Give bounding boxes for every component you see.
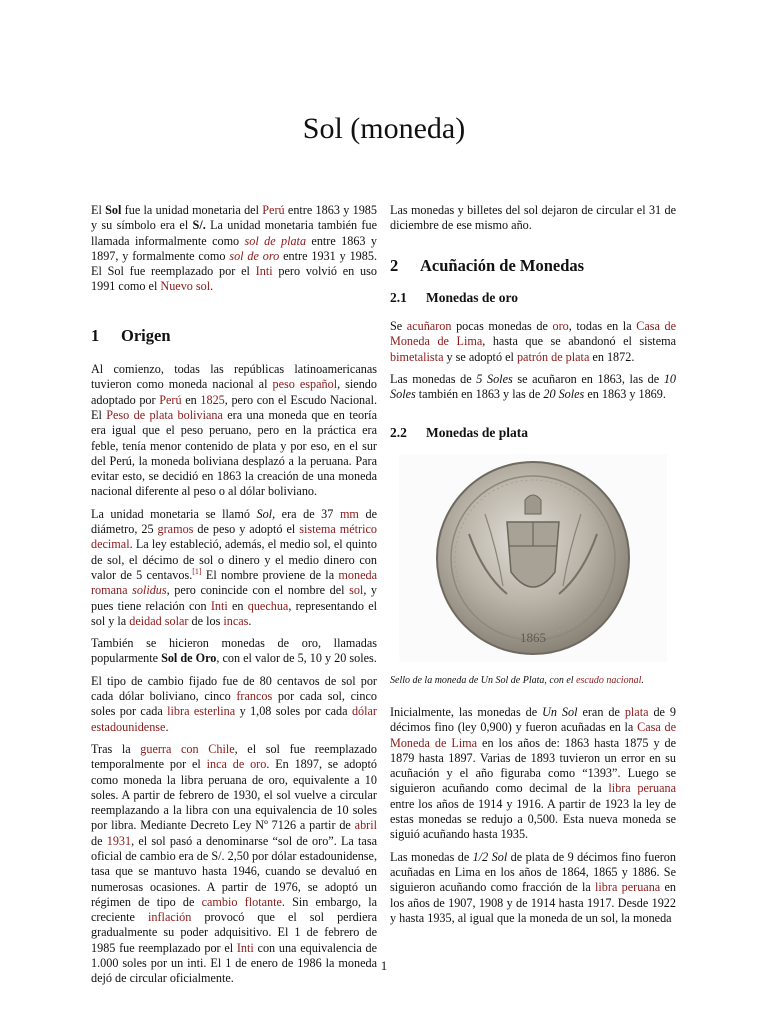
- link[interactable]: libra esterlina: [167, 704, 236, 719]
- link-nuevo-sol[interactable]: Nuevo sol: [160, 279, 211, 294]
- text: .: [248, 613, 252, 628]
- subsection-heading-plata: [390, 425, 676, 440]
- paragraph: [390, 705, 676, 843]
- intro-paragraph: [91, 203, 377, 295]
- link[interactable]: acuñaron: [406, 319, 452, 334]
- text: en 1872.: [589, 349, 635, 364]
- link-sol-de-oro[interactable]: sol de oro: [229, 248, 280, 263]
- text: fue la unidad monetaria del: [121, 203, 263, 217]
- section-number: 2.1: [390, 289, 407, 305]
- italic-term: 20 Soles: [543, 387, 585, 402]
- link[interactable]: escudo nacional: [576, 674, 642, 686]
- paragraph: [91, 362, 377, 500]
- text: . Sin embargo, la creciente: [91, 894, 377, 925]
- link[interactable]: abril: [354, 818, 377, 833]
- text: de peso y adoptó el: [193, 522, 300, 537]
- link[interactable]: sol: [349, 583, 364, 598]
- text: en los años de 1907, 1908 y de 1914 hasta 1917. Desde 1922 y hasta 1935, al igual que la moneda de un sol, la moneda: [390, 880, 676, 925]
- link-peru[interactable]: Perú: [262, 203, 285, 217]
- link-sol-de-plata[interactable]: sol de plata: [244, 233, 307, 248]
- italic-term: 10 Soles: [390, 372, 676, 402]
- text: se acuñaron en 1863, las de: [512, 372, 664, 387]
- bold-term: Sol: [105, 203, 122, 217]
- right-column: [390, 203, 676, 933]
- subsection-heading-oro: [390, 290, 676, 305]
- paragraph: [91, 636, 377, 667]
- text: de 9 décimos fino (ley 0,900) y fueron acuñadas en la: [390, 704, 676, 735]
- left-column: [91, 203, 377, 994]
- text: y 1,08 soles por cada: [235, 704, 352, 719]
- text: . La ley estableció, además, el medio sol, el quinto de sol, el décimo de sol o dinero y el medio dinero con valor de 5 centavos.: [91, 537, 377, 582]
- text: Las monedas de: [390, 849, 473, 864]
- section-heading-acunacion: [390, 255, 676, 275]
- link[interactable]: cambio flotante: [201, 894, 282, 909]
- text: .: [210, 279, 214, 294]
- text: de plata de 9 décimos fino fueron acuñadas en Lima en los años de 1864, 1865 y 1886. Se siguieron acuñando como fracción de la: [390, 849, 676, 895]
- italic-term: 5 Soles: [476, 372, 513, 387]
- section-title: Acuñación de Monedas: [420, 255, 585, 275]
- italic-term: 1/2 Sol: [472, 849, 508, 864]
- text: , el sol pasó a denominarse “sol de oro”. La tasa oficial de cambio era de S/. 2,50 por dólar estadounidense, tasa que se mantuvo hasta 1946, cuando se devaluó en numerosas ocasiones. A partir de 1976, se adoptó un régimen de tipo de: [91, 833, 377, 909]
- text: El tipo de cambio fijado fue de 80 centavos de sol por cada dólar boliviano, cinco: [91, 673, 377, 704]
- text: , y pues tiene relación con: [91, 583, 378, 613]
- text: provocó que el sol perdiera gradualmente su poder adquisitivo. El 1 de febrero de 1985 fue reemplazado por el: [91, 910, 377, 955]
- link[interactable]: deidad solar: [129, 613, 189, 628]
- text: Tras la: [91, 741, 141, 756]
- link[interactable]: libra peruana: [595, 880, 661, 895]
- text: entre 1931 y 1985. El Sol fue reemplazado por el: [91, 248, 377, 279]
- text: La unidad monetaria también fue llamada informalmente como: [91, 218, 377, 248]
- text: en: [181, 392, 201, 407]
- link[interactable]: quechua: [247, 598, 289, 613]
- text: , el sol fue reemplazado temporalmente por el: [91, 741, 377, 772]
- link[interactable]: peso español: [272, 377, 338, 392]
- text: eran de: [577, 704, 625, 719]
- text: , pero conincide con el nombre del: [166, 583, 350, 598]
- text: , hasta que se abandonó el sistema: [482, 334, 676, 349]
- text: también en 1863 y las de: [415, 387, 544, 402]
- text: También se hicieron monedas de oro, llamadas popularmente: [91, 636, 377, 666]
- paragraph: [91, 507, 377, 629]
- text: , con el valor de 5, 10 y 20 soles.: [216, 651, 377, 666]
- link[interactable]: gramos: [157, 522, 194, 537]
- text: Sello de la moneda de Un Sol de Plata, con el: [390, 674, 577, 686]
- section-title: Monedas de oro: [426, 289, 519, 305]
- paragraph: [390, 319, 676, 365]
- link[interactable]: Inti: [210, 598, 228, 613]
- section-title: Origen: [121, 325, 171, 345]
- link[interactable]: guerra con Chile: [140, 741, 235, 756]
- link[interactable]: sistema métrico decimal: [91, 522, 377, 552]
- text: .: [165, 719, 169, 734]
- text: El: [91, 203, 106, 217]
- bold-term: S/.: [192, 218, 206, 233]
- link[interactable]: inca de oro: [206, 757, 267, 772]
- text: de: [91, 833, 107, 848]
- text: pocas monedas de: [451, 319, 553, 334]
- link[interactable]: Inti: [236, 940, 254, 955]
- text: entre 1863 y 1897, y formalmente como: [91, 233, 377, 263]
- text: por cada sol, cinco soles por cada: [91, 689, 378, 719]
- link[interactable]: mm: [339, 506, 359, 521]
- italic-term: Sol: [256, 506, 273, 521]
- link[interactable]: 1825: [200, 392, 225, 407]
- figure-caption: [390, 674, 676, 687]
- link[interactable]: bimetalista: [390, 349, 444, 364]
- text: con una equivalencia de 1.000 soles por un inti. El 1 de enero de 1986 la moneda dejó de circular oficialmente.: [91, 940, 377, 986]
- text: El nombre proviene de la: [201, 567, 339, 582]
- text: , pero con el Escudo Nacional. El: [91, 392, 377, 422]
- italic-term: solidus: [132, 583, 167, 598]
- section-number: 2.2: [390, 424, 407, 440]
- text: de los: [188, 613, 224, 628]
- section-title: Monedas de plata: [426, 424, 529, 440]
- link[interactable]: Casa de Moneda de Lima: [390, 319, 677, 349]
- text: . En 1897, se adoptó como moneda la libra peruana de oro, equivalente a 10 soles. A partir de febrero de 1930, el sol vuelve a circular reemplazando a la libra con una equivalencia de 10 soles por libra. Mediante Decreto Ley Nº 7126 a partir de: [91, 757, 377, 833]
- link[interactable]: oro: [552, 319, 569, 334]
- paragraph: [91, 674, 377, 735]
- link[interactable]: 1931: [106, 833, 132, 848]
- text: , todas en la: [568, 319, 637, 334]
- link[interactable]: patrón de plata: [516, 349, 590, 364]
- coin-image: [399, 454, 667, 662]
- text: entre los años de 1914 y 1916. A partir de 1923 la ley de estas monedas se redujo a 0,500. Esta nueva moneda se siguió acuñando hasta 1935.: [390, 796, 676, 842]
- coin-year: 1865: [520, 629, 546, 645]
- page-number: 1: [380, 959, 388, 973]
- link[interactable]: Casa de Moneda de Lima: [390, 720, 676, 750]
- link[interactable]: Peso de plata boliviana: [106, 407, 223, 422]
- link[interactable]: Perú: [159, 392, 182, 407]
- link-inti[interactable]: Inti: [255, 264, 273, 279]
- text: en los años de: 1863 hasta 1875 y de 1879 hasta 1897. Varias de 1893 tuvieron un error en su acuñación y el año figuraba como “1393”. Luego se siguieron acuñando como decimal de la: [390, 735, 676, 796]
- text: pero volvió en uso 1991 como el: [91, 264, 377, 294]
- link[interactable]: plata: [624, 704, 649, 719]
- link[interactable]: francos: [236, 689, 273, 704]
- section-number: 2: [390, 255, 399, 275]
- coin-figure: [399, 454, 667, 662]
- text: Inicialmente, las monedas de: [390, 704, 543, 719]
- text: Se: [390, 319, 407, 334]
- text: , siendo adoptado por: [91, 377, 377, 407]
- paragraph: Las monedas y billetes del sol dejaron de circular el 31 de diciembre de ese mismo año.: [390, 203, 676, 233]
- link[interactable]: dólar estadounidense: [91, 704, 377, 734]
- text: moneda romana: [91, 567, 378, 598]
- text: , era de 37: [272, 506, 340, 521]
- section-number: 1: [91, 325, 100, 345]
- link[interactable]: inflación: [148, 910, 192, 925]
- text: en 1863 y 1869.: [584, 387, 666, 402]
- footnote-link[interactable]: [1]: [192, 566, 202, 576]
- section-heading-origen: [91, 325, 377, 345]
- text: Las monedas de: [390, 372, 477, 387]
- paragraph: [390, 372, 676, 403]
- text: y se adoptó el: [443, 349, 517, 364]
- text: .: [641, 674, 644, 686]
- text: de diámetro, 25: [91, 506, 377, 537]
- paragraph: [390, 850, 676, 926]
- text: , representando el sol y la: [91, 598, 377, 628]
- text: entre 1863 y 1985 y su símbolo era el: [91, 203, 377, 233]
- text: Al comienzo, todas las repúblicas latinoamericanas tuvieron como moneda nacional al: [91, 362, 377, 392]
- text: La unidad monetaria se llamó: [91, 506, 257, 521]
- paragraph: [91, 742, 377, 987]
- text: en: [227, 598, 248, 613]
- link[interactable]: incas: [223, 613, 249, 628]
- link[interactable]: libra peruana: [608, 781, 676, 796]
- page-title: Sol (moneda): [302, 112, 466, 145]
- text: era una moneda que en teoría era igual que el peso peruano, pero en la práctica era feble, tenía menor contenido de plata y por eso, en el sur del Perú, la moneda boliviana desplazó a la peruana. Para evitar esto, se decidió en 1863 la creación de una moneda nacional diferente al peso o al dólar boliviano.: [91, 407, 377, 499]
- bold-term: Sol de Oro: [161, 651, 217, 666]
- italic-term: Un Sol: [542, 704, 578, 719]
